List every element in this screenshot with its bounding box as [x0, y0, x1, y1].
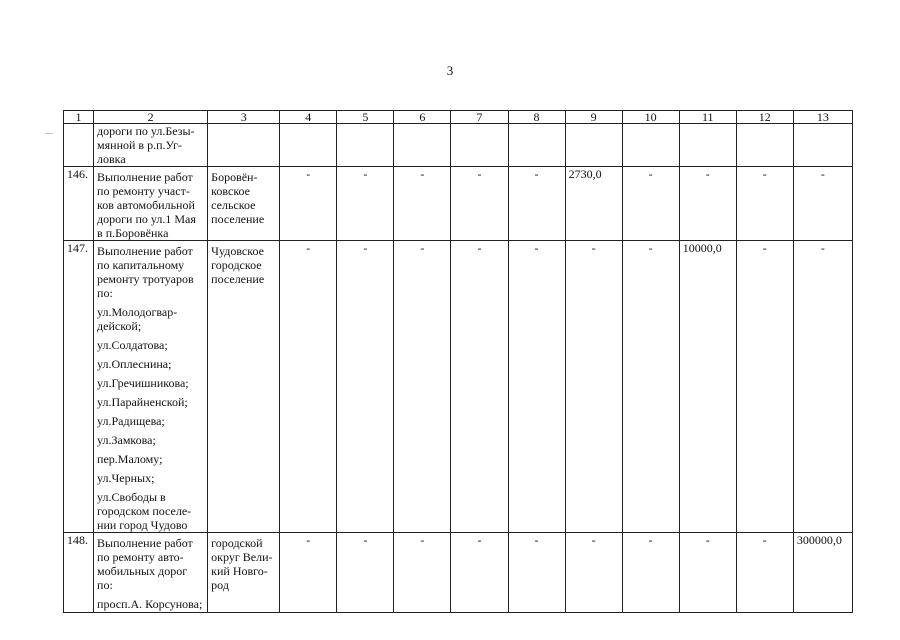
funding-value: -: [394, 533, 451, 613]
funding-value: -: [508, 167, 565, 241]
description-line: ремонту тротуаров: [97, 272, 194, 286]
funding-value: -: [451, 241, 508, 533]
funding-value: 300000,0: [793, 533, 852, 613]
column-number: 5: [337, 111, 394, 124]
description-line: по ремонту участ-: [97, 184, 190, 198]
column-number: 6: [394, 111, 451, 124]
municipality: городской округ Вели- кий Новго- род: [208, 533, 280, 613]
funding-value: [508, 124, 565, 167]
municipality: [208, 124, 280, 167]
street-item: ул.Черных;: [97, 471, 155, 485]
funding-value: -: [736, 167, 793, 241]
column-number: 2: [94, 111, 208, 124]
column-number: 11: [679, 111, 736, 124]
column-number: 12: [736, 111, 793, 124]
funding-value: [565, 124, 622, 167]
description-line: ков автомобильной: [97, 198, 195, 212]
column-number: 10: [622, 111, 679, 124]
funding-value: -: [793, 241, 852, 533]
description-line: по ремонту авто-: [97, 550, 184, 564]
street-item: ул.Радищева;: [97, 414, 165, 428]
table-header-row: [64, 111, 853, 124]
funding-value: [451, 124, 508, 167]
funding-value: [622, 124, 679, 167]
row-number: [64, 124, 94, 167]
municipality: Боровён- ковское сельское поселение: [208, 167, 280, 241]
column-number: 1: [64, 111, 94, 124]
column-number: 9: [565, 111, 622, 124]
funding-value: -: [622, 533, 679, 613]
description-line: дороги по ул.Безы-: [97, 124, 195, 138]
margin-mark: —: [45, 128, 53, 137]
column-number: 8: [508, 111, 565, 124]
funding-value: -: [508, 533, 565, 613]
funding-value: [280, 124, 337, 167]
funding-value: [337, 124, 394, 167]
budget-table: [63, 110, 853, 613]
work-description: [94, 167, 208, 241]
funding-value: -: [280, 241, 337, 533]
funding-value: -: [736, 533, 793, 613]
funding-value: -: [622, 167, 679, 241]
work-description: [94, 533, 208, 613]
municipality: Чудовское городское поселение: [208, 241, 280, 533]
table-row: [64, 167, 853, 241]
funding-value: -: [622, 241, 679, 533]
funding-value: -: [394, 167, 451, 241]
street-item: ул.Молодогвар- дейской;: [97, 305, 178, 333]
funding-value: -: [337, 533, 394, 613]
work-description: [94, 241, 208, 533]
funding-value: -: [565, 533, 622, 613]
description-line: в п.Боровёнка: [97, 226, 169, 240]
description-line: Выполнение работ: [97, 536, 193, 550]
row-number: 147.: [64, 241, 94, 533]
funding-value: -: [280, 167, 337, 241]
funding-value: [793, 124, 852, 167]
street-item: просп.А. Корсунова;: [97, 597, 203, 611]
description-line: мянной в р.п.Уг-: [97, 138, 182, 152]
funding-value: -: [565, 241, 622, 533]
funding-value: [394, 124, 451, 167]
funding-value: -: [451, 167, 508, 241]
table-row: [64, 533, 853, 613]
funding-value: [736, 124, 793, 167]
table-row: [64, 124, 853, 167]
description-line: Выполнение работ: [97, 244, 193, 258]
street-item: ул.Оплеснина;: [97, 357, 172, 371]
street-item: пер.Малому;: [97, 452, 163, 466]
street-item: ул.Солдатова;: [97, 338, 168, 352]
table-row: [64, 241, 853, 533]
funding-value: [679, 124, 736, 167]
funding-value: -: [508, 241, 565, 533]
funding-value: -: [451, 533, 508, 613]
funding-value: -: [337, 241, 394, 533]
street-item: ул.Свободы в городском поселе- нии город Чудово: [97, 490, 192, 532]
description-line: по:: [97, 578, 113, 592]
funding-value: -: [679, 167, 736, 241]
street-item: ул.Замкова;: [97, 433, 156, 447]
column-number: 4: [280, 111, 337, 124]
description-line: мобильных дорог: [97, 564, 188, 578]
column-number: 3: [208, 111, 280, 124]
page-number: 3: [446, 63, 454, 78]
funding-value: -: [736, 241, 793, 533]
funding-value: -: [280, 533, 337, 613]
street-item: ул.Гречишникова;: [97, 376, 189, 390]
row-number: 148.: [64, 533, 94, 613]
column-number: 7: [451, 111, 508, 124]
funding-value: -: [679, 533, 736, 613]
funding-value: 2730,0: [565, 167, 622, 241]
funding-value: -: [337, 167, 394, 241]
funding-value: 10000,0: [679, 241, 736, 533]
description-line: по:: [97, 286, 113, 300]
row-number: 146.: [64, 167, 94, 241]
column-number: 13: [793, 111, 852, 124]
funding-value: -: [394, 241, 451, 533]
street-item: ул.Парайненской;: [97, 395, 188, 409]
funding-value: -: [793, 167, 852, 241]
work-description: [94, 124, 208, 167]
description-line: ловка: [97, 152, 126, 166]
description-line: дороги по ул.1 Мая: [97, 212, 196, 226]
description-line: по капитальному: [97, 258, 185, 272]
description-line: Выполнение работ: [97, 170, 193, 184]
